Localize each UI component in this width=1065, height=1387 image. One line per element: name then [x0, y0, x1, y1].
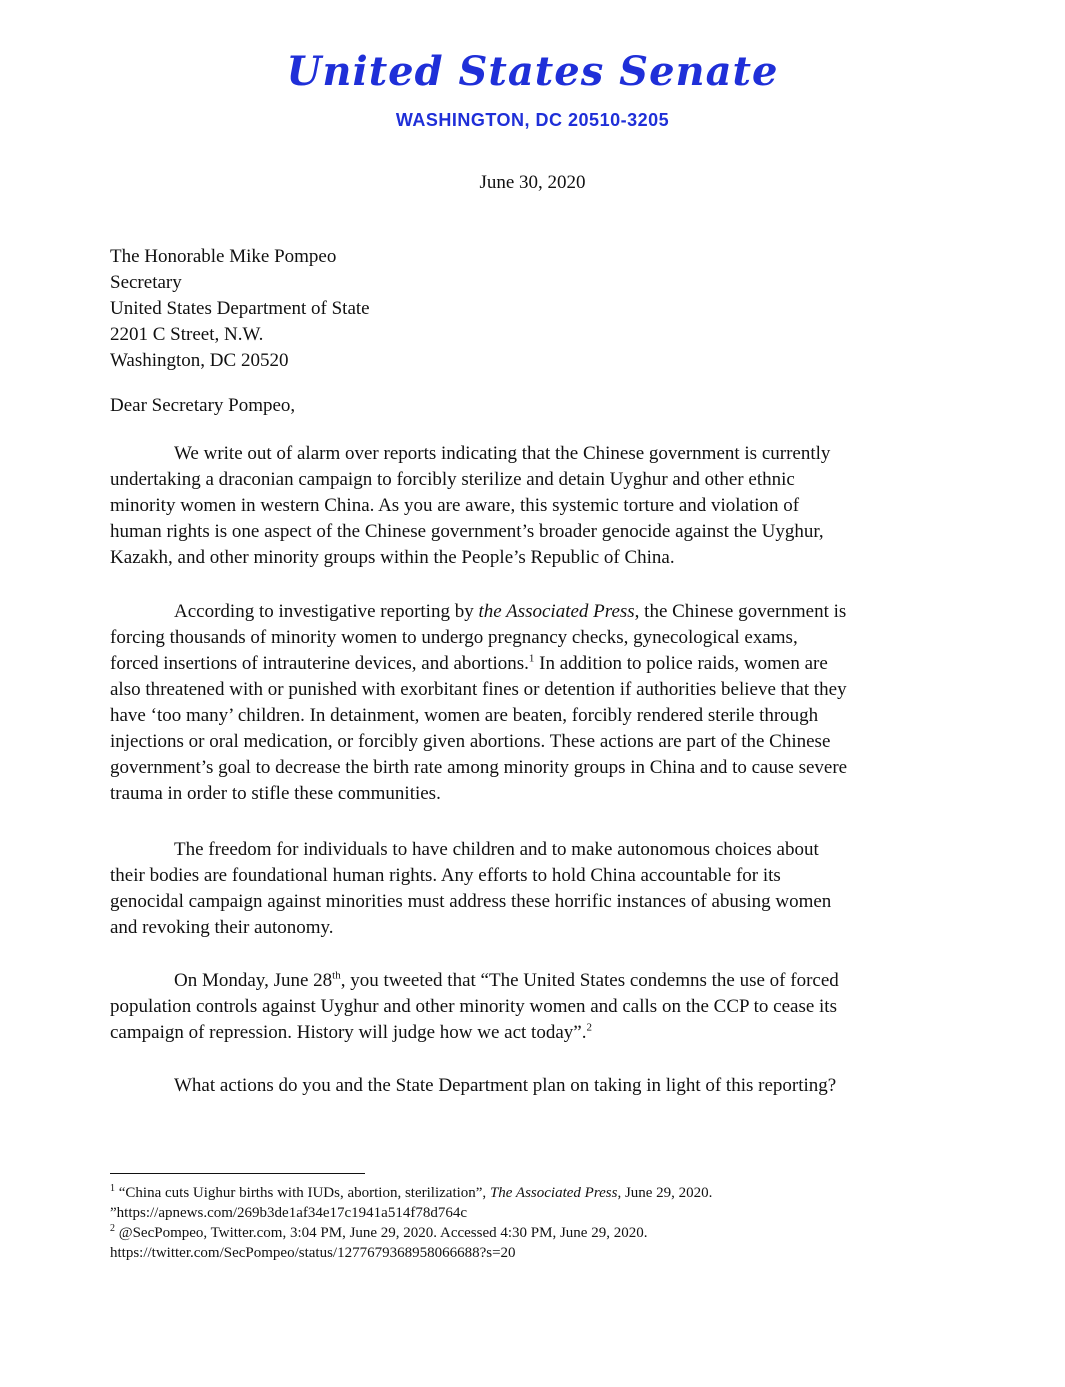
footnote-divider [110, 1173, 365, 1174]
paragraph-line: genocidal campaign against minorities must address these horrific instances of abusing women [110, 891, 832, 912]
footnote-ref-2: 2 [586, 1021, 592, 1034]
paragraph-line: have ‘too many’ children. In detainment, women are beaten, forcibly rendered sterile through [110, 705, 819, 726]
footnote-number: 1 [110, 1183, 115, 1194]
paragraph-line [110, 599, 950, 625]
paragraph-2 [110, 599, 950, 807]
paragraph-line: The freedom for individuals to have children and to make autonomous choices about [174, 839, 819, 860]
ordinal-suffix: th [332, 969, 341, 982]
paragraph-line: their bodies are foundational human rights. Any efforts to hold China accountable for its [110, 865, 781, 886]
text-run: @SecPompeo, Twitter.com, 3:04 PM, June 29, 2020. Accessed 4:30 PM, June 29, 2020. [115, 1225, 648, 1241]
letterhead-title: United States Senate [286, 48, 779, 95]
footnote-1-url: ”https://apnews.com/269b3de1af34e17c1941a514f78d764c [110, 1205, 467, 1221]
paragraph-line: and revoking their autonomy. [110, 917, 334, 938]
paragraph-line: minority women in western China. As you are aware, this systemic torture and violation of [110, 495, 800, 516]
paragraph-line: trauma in order to stifle these communities. [110, 783, 441, 804]
paragraph-line: Kazakh, and other minority groups within the People’s Republic of China. [110, 547, 675, 568]
text-run: On Monday, June 28 [174, 970, 333, 991]
paragraph-line: undertaking a draconian campaign to forcibly sterilize and detain Uyghur and other ethnic [110, 469, 795, 490]
paragraph-line [110, 968, 950, 994]
recipient-title: Secretary [110, 272, 182, 293]
paragraph-line [110, 1020, 950, 1046]
footnote-1 [110, 1183, 970, 1203]
paragraph-line: government’s goal to decrease the birth rate among minority groups in China and to cause severe [110, 757, 848, 778]
letterhead-address: WASHINGTON, DC 20510-3205 [395, 110, 670, 130]
footnote-2 [110, 1223, 970, 1243]
text-run: According to investigative reporting by [174, 601, 479, 622]
paragraph-line: also threatened with or punished with exorbitant fines or detention if authorities believe that they [110, 679, 847, 700]
publication-name: the Associated Press [478, 601, 635, 622]
paragraph-line: What actions do you and the State Department plan on taking in light of this reporting? [174, 1075, 837, 1096]
paragraph-line: forcing thousands of minority women to undergo pregnancy checks, gynecological exams, [110, 627, 798, 648]
paragraph-1 [110, 441, 950, 571]
recipient-department: United States Department of State [110, 298, 370, 319]
text-run: campaign of repression. History will judge how we act today”. [110, 1022, 587, 1043]
salutation: Dear Secretary Pompeo, [110, 395, 296, 416]
text-run: , you tweeted that “The United States condemns the use of forced [340, 970, 839, 991]
letter-date: June 30, 2020 [479, 172, 586, 193]
paragraph-5 [110, 1073, 950, 1099]
footnotes [110, 1183, 970, 1263]
paragraph-line: We write out of alarm over reports indicating that the Chinese government is currently [174, 443, 831, 464]
footnote-2-url: https://twitter.com/SecPompeo/status/1277679368958066688?s=20 [110, 1245, 516, 1261]
recipient-block [110, 244, 950, 374]
recipient-street: 2201 C Street, N.W. [110, 324, 264, 345]
text-run: “China cuts Uighur births with IUDs, abortion, sterilization”, [115, 1185, 490, 1201]
recipient-name: The Honorable Mike Pompeo [110, 246, 337, 267]
paragraph-line: injections or oral medication, or forcibly given abortions. These actions are part of the Chinese [110, 731, 831, 752]
paragraph-line: human rights is one aspect of the Chinese government’s broader genocide against the Uyghur, [110, 521, 824, 542]
paragraph-line: population controls against Uyghur and other minority women and calls on the CCP to cease its [110, 996, 837, 1017]
footnote-number: 2 [110, 1223, 115, 1234]
text-run: In addition to police raids, women are [534, 653, 828, 674]
text-run: , June 29, 2020. [617, 1185, 713, 1201]
footnote-ref-1: 1 [528, 652, 535, 665]
text-run: forced insertions of intrauterine devices, and abortions. [110, 653, 529, 674]
recipient-city: Washington, DC 20520 [110, 350, 289, 371]
paragraph-line [110, 651, 950, 677]
text-run: , the Chinese government is [634, 601, 847, 622]
paragraph-3 [110, 837, 950, 941]
paragraph-4 [110, 968, 950, 1046]
publication-name: The Associated Press [489, 1185, 618, 1201]
